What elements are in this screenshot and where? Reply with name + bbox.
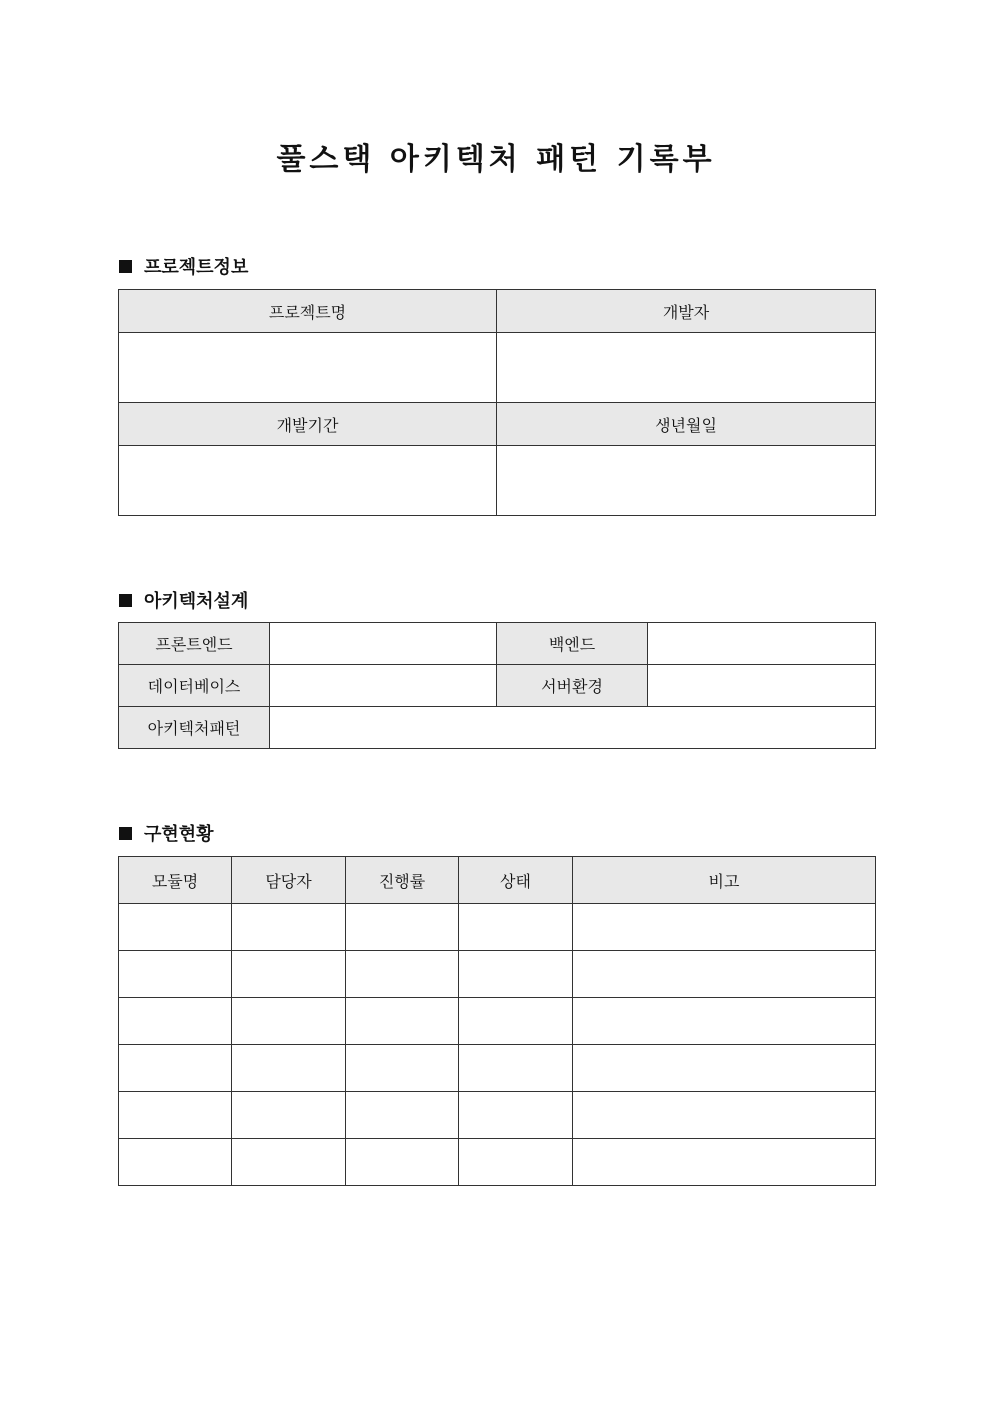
progress-cell[interactable] — [346, 1045, 459, 1092]
owner-cell[interactable] — [232, 1139, 346, 1186]
table-row — [119, 1139, 876, 1186]
square-bullet-icon — [119, 827, 132, 840]
status-cell[interactable] — [459, 1139, 573, 1186]
column-header-module: 모듈명 — [119, 857, 232, 904]
section-heading-label: 프로젝트정보 — [144, 257, 249, 278]
owner-cell[interactable] — [232, 904, 346, 951]
owner-cell[interactable] — [232, 998, 346, 1045]
frontend-label: 프론트엔드 — [119, 623, 270, 665]
dev-period-label: 개발기간 — [119, 403, 497, 446]
status-cell[interactable] — [459, 1045, 573, 1092]
database-label: 데이터베이스 — [119, 665, 270, 707]
project-name-field[interactable] — [119, 333, 497, 403]
square-bullet-icon — [119, 594, 132, 607]
progress-cell[interactable] — [346, 998, 459, 1045]
server-env-label: 서버환경 — [497, 665, 648, 707]
status-cell[interactable] — [459, 998, 573, 1045]
section-heading-architecture — [119, 587, 248, 613]
birth-date-label: 생년월일 — [497, 403, 876, 446]
progress-cell[interactable] — [346, 951, 459, 998]
notes-cell[interactable] — [573, 1139, 876, 1186]
server-env-field[interactable] — [648, 665, 876, 707]
column-header-owner: 담당자 — [232, 857, 346, 904]
database-field[interactable] — [270, 665, 497, 707]
dev-period-field[interactable] — [119, 446, 497, 516]
architecture-table — [118, 622, 876, 749]
status-cell[interactable] — [459, 1092, 573, 1139]
section-heading-implementation — [119, 820, 214, 846]
table-row — [119, 1045, 876, 1092]
column-header-status: 상태 — [459, 857, 573, 904]
notes-cell[interactable] — [573, 904, 876, 951]
module-cell[interactable] — [119, 1092, 232, 1139]
project-name-label: 프로젝트명 — [119, 290, 497, 333]
module-cell[interactable] — [119, 1139, 232, 1186]
module-cell[interactable] — [119, 904, 232, 951]
implementation-table — [118, 856, 876, 1186]
notes-cell[interactable] — [573, 951, 876, 998]
table-row — [119, 1092, 876, 1139]
status-cell[interactable] — [459, 904, 573, 951]
column-header-notes: 비고 — [573, 857, 876, 904]
owner-cell[interactable] — [232, 951, 346, 998]
pattern-field[interactable] — [270, 707, 876, 749]
project-info-table — [118, 289, 876, 516]
section-heading-label: 구현현황 — [144, 824, 214, 845]
table-row — [119, 904, 876, 951]
developer-label: 개발자 — [497, 290, 876, 333]
column-header-progress: 진행률 — [346, 857, 459, 904]
owner-cell[interactable] — [232, 1092, 346, 1139]
notes-cell[interactable] — [573, 1092, 876, 1139]
owner-cell[interactable] — [232, 1045, 346, 1092]
progress-cell[interactable] — [346, 1092, 459, 1139]
section-heading-project-info — [119, 253, 248, 279]
birth-date-field[interactable] — [497, 446, 876, 516]
frontend-field[interactable] — [270, 623, 497, 665]
module-cell[interactable] — [119, 998, 232, 1045]
section-heading-label: 아키텍처설계 — [144, 591, 249, 612]
square-bullet-icon — [119, 260, 132, 273]
document-title: 풀스택 아키텍처 패턴 기록부 — [276, 142, 716, 177]
notes-cell[interactable] — [573, 1045, 876, 1092]
developer-field[interactable] — [497, 333, 876, 403]
module-cell[interactable] — [119, 951, 232, 998]
table-row — [119, 998, 876, 1045]
table-row — [119, 951, 876, 998]
backend-label: 백엔드 — [497, 623, 648, 665]
status-cell[interactable] — [459, 951, 573, 998]
progress-cell[interactable] — [346, 904, 459, 951]
pattern-label: 아키텍처패턴 — [119, 707, 270, 749]
progress-cell[interactable] — [346, 1139, 459, 1186]
module-cell[interactable] — [119, 1045, 232, 1092]
backend-field[interactable] — [648, 623, 876, 665]
notes-cell[interactable] — [573, 998, 876, 1045]
